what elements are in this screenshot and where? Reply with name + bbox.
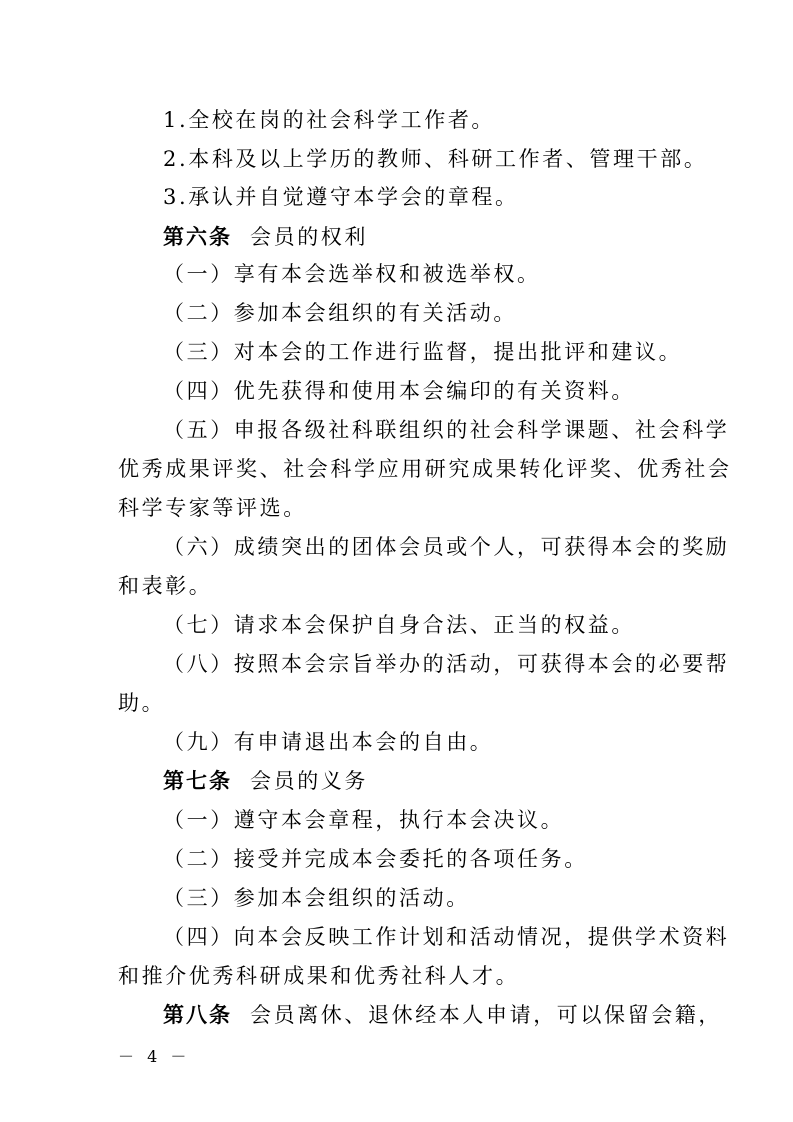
article-7-heading [163,767,723,795]
article-text: 会员离休、退休经本人申请，可以保留会籍， [250,1003,722,1027]
page-number: － 4 － [118,1047,191,1066]
article-6-heading [163,223,723,251]
paragraph-line: （二）参加本会组织的有关活动。 [163,301,517,325]
paragraph-line: （四）向本会反映工作计划和活动情况，提供学术资料 [163,925,730,949]
article-number: 第七条 [163,768,232,793]
paragraph-line: 助。 [118,691,166,715]
paragraph-line: 优秀成果评奖、社会科学应用研究成果转化评奖、优秀社会 [118,457,732,481]
article-number: 第六条 [163,224,232,249]
article-number: 第八条 [163,1002,232,1027]
paragraph-line: 和推介优秀科研成果和优秀社科人才。 [118,964,520,988]
paragraph-line: （五）申报各级社科联组织的社会科学课题、社会科学 [163,418,730,442]
paragraph-line: 2.本科及以上学历的教师、科研工作者、管理干部。 [163,147,708,171]
article-title: 会员的义务 [250,769,368,793]
paragraph-line: 1.全校在岗的社会科学工作者。 [163,108,496,132]
paragraph-line: （六）成绩突出的团体会员或个人，可获得本会的奖励 [163,535,730,559]
paragraph-line: （三）参加本会组织的活动。 [163,886,470,910]
paragraph-line: （一）遵守本会章程，执行本会决议。 [163,808,565,832]
paragraph-line: （四）优先获得和使用本会编印的有关资料。 [163,379,635,403]
article-title: 会员的权利 [250,225,368,249]
paragraph-line: 科学专家等评选。 [118,496,307,520]
paragraph-line: （三）对本会的工作进行监督，提出批评和建议。 [163,340,683,364]
paragraph-line: （一）享有本会选举权和被选举权。 [163,262,541,286]
paragraph-line: 和表彰。 [118,574,213,598]
paragraph-line: （九）有申请退出本会的自由。 [163,730,494,754]
paragraph-line: 3.承认并自觉遵守本学会的章程。 [163,185,519,209]
paragraph-line: （二）接受并完成本会委托的各项任务。 [163,847,588,871]
paragraph-line: （八）按照本会宗旨举办的活动，可获得本会的必要帮 [163,652,730,676]
article-8-heading [163,1001,723,1029]
paragraph-line: （七）请求本会保护自身合法、正当的权益。 [163,613,635,637]
